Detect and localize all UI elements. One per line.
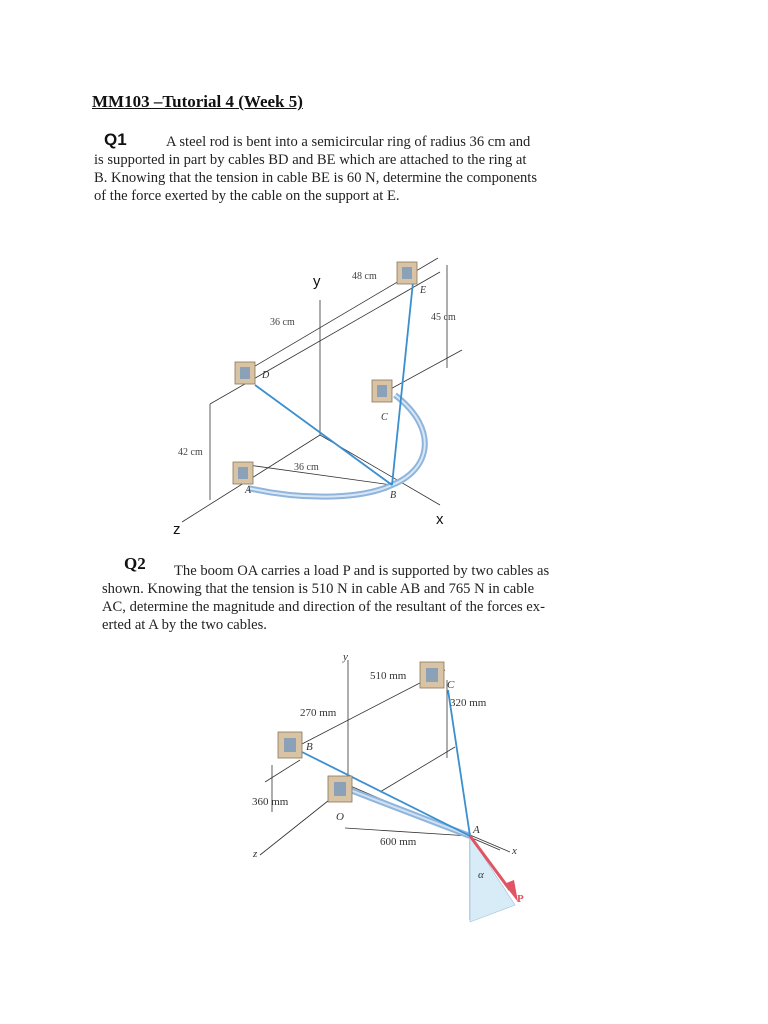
q2-dim-320: 320 mm bbox=[450, 697, 487, 709]
q1-dim-36-top: 36 cm bbox=[270, 317, 295, 328]
q1-point-a: A bbox=[245, 485, 252, 496]
q2-line-1: The boom OA carries a load P and is supported by two cables as bbox=[174, 563, 550, 579]
q1-line-4: of the force exerted by the cable on the support at E. bbox=[94, 188, 400, 204]
q2-support-o bbox=[328, 776, 352, 802]
q2-line-3: AC, determine the magnitude and direction of the resultant of the forces ex- bbox=[102, 599, 545, 615]
q2-number: Q2 bbox=[124, 554, 146, 573]
q2-point-b: B bbox=[306, 741, 313, 753]
q1-point-d: D bbox=[262, 370, 270, 381]
q1-axis-x: x bbox=[436, 511, 444, 528]
q2-line-4: erted at A by the two cables. bbox=[102, 617, 267, 633]
q2-dim-360: 360 mm bbox=[252, 796, 289, 808]
q1-dim-45: 45 cm bbox=[431, 312, 456, 323]
q1-line-2: is supported in part by cables BD and BE which are attached to the ring at bbox=[94, 152, 527, 168]
q2-axis-x: x bbox=[512, 845, 517, 857]
page-title: MM103 –Tutorial 4 (Week 5) bbox=[92, 92, 303, 111]
q1-line-1: A steel rod is bent into a semicircular ring of radius 36 cm and bbox=[166, 134, 531, 150]
q2-dim-270: 270 mm bbox=[300, 707, 337, 719]
q2-angle-triangle bbox=[470, 836, 515, 922]
q2-dim-510: 510 mm bbox=[370, 670, 407, 682]
q1-point-c: C bbox=[381, 412, 388, 423]
q1-line-3: B. Knowing that the tension in cable BE is 60 N, determine the components bbox=[94, 170, 538, 186]
q2-point-a: A bbox=[473, 824, 480, 836]
q2-support-b bbox=[278, 732, 302, 758]
q1-dim-42: 42 cm bbox=[178, 447, 203, 458]
q2-point-o: O bbox=[336, 811, 344, 823]
q1-dim-48: 48 cm bbox=[352, 271, 377, 282]
q2-cable-ab bbox=[302, 752, 470, 836]
q1-point-b: B bbox=[390, 490, 397, 501]
q1-dim-36-bottom: 36 cm bbox=[294, 462, 319, 473]
q2-support-c bbox=[420, 662, 444, 688]
q2-dim-600: 600 mm bbox=[380, 836, 417, 848]
q2-axis-y: y bbox=[343, 651, 348, 663]
q1-axis-z: z bbox=[173, 521, 181, 538]
q2-load-label: P bbox=[517, 893, 524, 905]
q1-number: Q1 bbox=[104, 130, 127, 149]
q2-cable-ac bbox=[448, 690, 470, 836]
q2-axis-z: z bbox=[253, 848, 258, 860]
q2-point-c: C bbox=[447, 679, 455, 691]
q1-axis-y: y bbox=[313, 273, 321, 290]
q1-point-e: E bbox=[420, 285, 427, 296]
q2-line-2: shown. Knowing that the tension is 510 N in cable AB and 765 N in cable bbox=[102, 581, 535, 597]
q2-angle-alpha: α bbox=[478, 869, 484, 881]
